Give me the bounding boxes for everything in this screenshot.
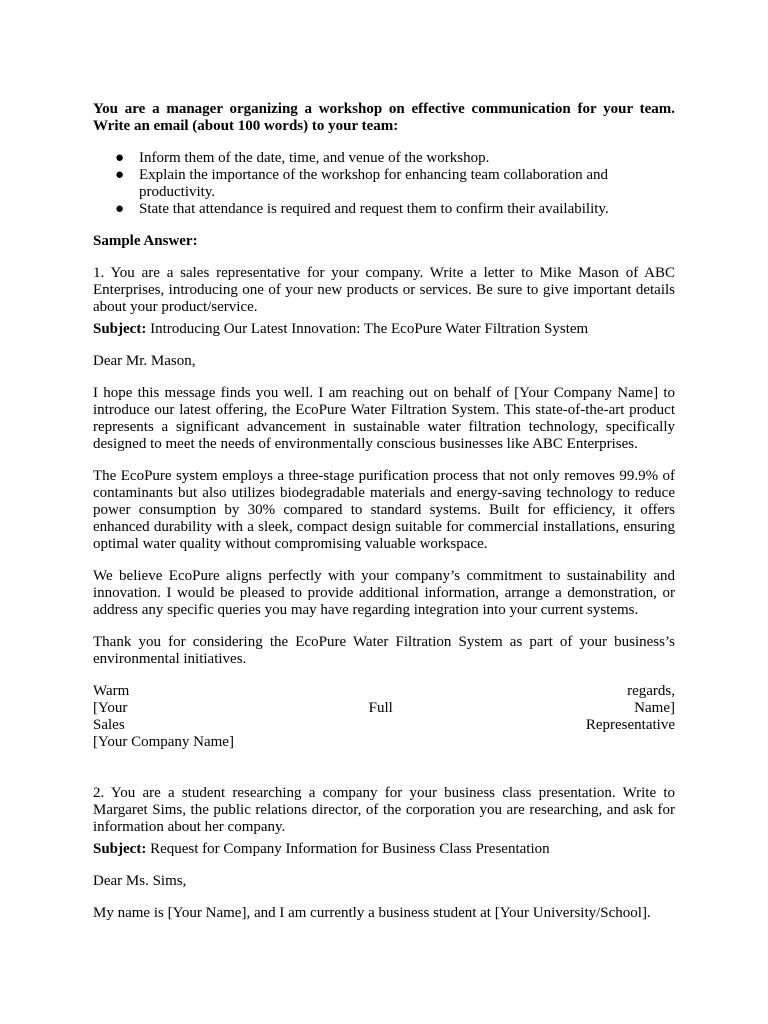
task-bullet-3: ● State that attendance is required and request them to confirm their availability. xyxy=(115,201,609,217)
signature-line-1: Warm regards, xyxy=(93,683,675,699)
subject-text: Request for Company Information for Business Class Presentation xyxy=(146,841,550,857)
letter2-subject xyxy=(93,841,675,858)
letter1-paragraph-3: We believe EcoPure aligns perfectly with your company’s commitment to sustainability and innovation. I would be pleased to provide additional information, arrange a demonstration, or address any specific queries you may have regarding integration into your current systems. xyxy=(93,568,675,618)
task-bullet-2: ● Explain the importance of the workshop for enhancing team collaboration and productivity. xyxy=(115,167,609,200)
task-bullet-list xyxy=(93,150,675,218)
signature-line-2: [Your Full Name] xyxy=(93,700,675,716)
letter1-question: 1. You are a sales representative for your company. Write a letter to Mike Mason of ABC Enterprises, introducing one of your new products or services. Be sure to give important details about your product/service. xyxy=(93,265,675,315)
subject-text: Introducing Our Latest Innovation: The EcoPure Water Filtration System xyxy=(146,321,589,337)
letter1-signature xyxy=(93,683,675,751)
signature-line-3: Sales Representative xyxy=(93,717,675,733)
letter2-question: 2. You are a student researching a company for your business class presentation. Write to Margaret Sims, the public relations director, of the corporation you are researching, and ask for information about her company. xyxy=(93,785,675,835)
bullet-icon: ● xyxy=(115,201,125,217)
letter2-greeting: Dear Ms. Sims, xyxy=(93,873,187,889)
letter1-paragraph-1: I hope this message finds you well. I am reaching out on behalf of [Your Company Name] to introduce our latest offering, the EcoPure Water Filtration System. This state-of-the-art product represents a significant advancement in sustainable water filtration technology, specifically designed to meet the needs of environmentally conscious businesses like ABC Enterprises. xyxy=(93,385,675,452)
bullet-icon: ● xyxy=(115,167,125,183)
task-bullet-1: ● Inform them of the date, time, and venue of the workshop. xyxy=(115,150,490,166)
sample-answer-heading: Sample Answer: xyxy=(93,233,198,249)
letter1-paragraph-4: Thank you for considering the EcoPure Water Filtration System as part of your business’s environmental initiatives. xyxy=(93,634,675,667)
letter2-first-line: My name is [Your Name], and I am currently a business student at [Your University/School]. xyxy=(93,905,651,921)
subject-label: Subject: xyxy=(93,841,147,857)
signature-line-4: [Your Company Name] xyxy=(93,734,234,750)
bullet-icon: ● xyxy=(115,150,125,166)
task-prompt: You are a manager organizing a workshop on effective communication for your team. Write an email (about 100 words) to your team: xyxy=(93,101,675,134)
letter1-greeting: Dear Mr. Mason, xyxy=(93,353,196,369)
subject-label: Subject: xyxy=(93,321,147,337)
letter1-subject xyxy=(93,321,675,338)
letter1-paragraph-2: The EcoPure system employs a three-stage purification process that not only removes 99.9% of contaminants but also utilizes biodegradable materials and energy-saving technology to reduce power consumption by 30% compared to standard systems. Built for efficiency, it offers enhanced durability with a sleek, compact design suitable for commercial installations, ensuring optimal water quality without compromising valuable workspace. xyxy=(93,468,675,552)
document-page xyxy=(93,101,675,922)
